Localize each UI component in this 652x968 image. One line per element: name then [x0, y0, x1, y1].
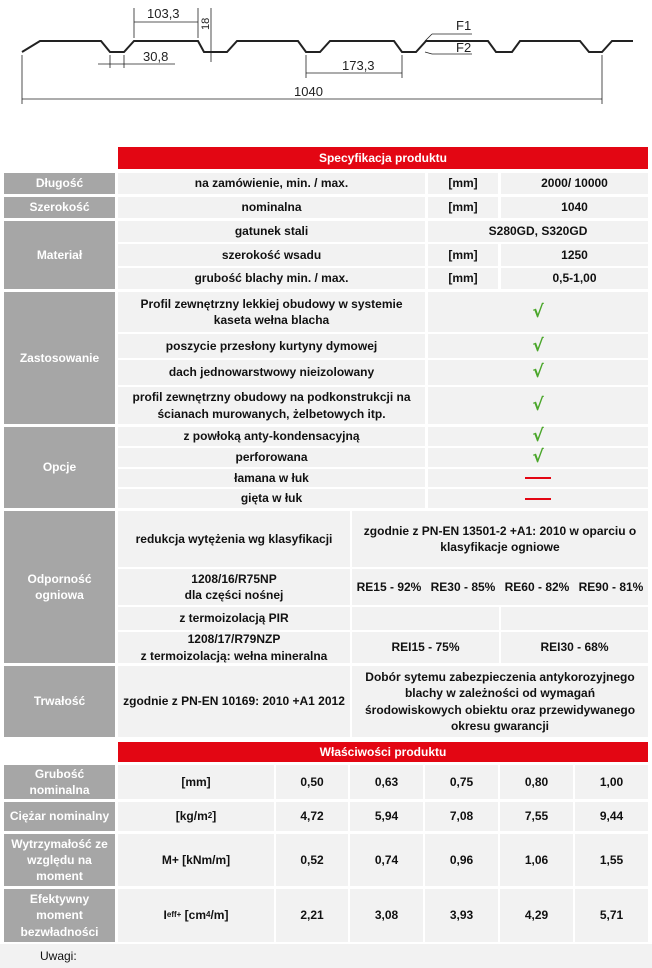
unit-sup: 4: [206, 910, 211, 920]
width-desc: nominalna: [118, 197, 425, 218]
application-row-desc: Profil zewnętrzny lekkiej obudowy w systemie kaseta wełna blacha: [118, 292, 425, 332]
face-1-label: F1: [456, 18, 472, 33]
props-inertia-value: 2,21: [276, 889, 348, 942]
props-inertia-value: 4,29: [500, 889, 573, 942]
length-unit: [mm]: [428, 173, 498, 194]
durability-desc: zgodnie z PN-EN 10169: 2010 +A1 2012: [118, 666, 350, 737]
application-row-desc: poszycie przesłony kurtyny dymowej: [118, 334, 425, 358]
props-weight-value: 4,72: [276, 802, 348, 831]
unit-sup: +: [176, 910, 182, 920]
unit-text: [cm: [181, 908, 207, 923]
option-row-desc: gięta w łuk: [118, 489, 425, 508]
material-thickness-unit: [mm]: [428, 268, 498, 289]
check-icon: √: [428, 360, 648, 385]
fire-r75-desc: [118, 569, 350, 605]
fire-label: Odporność ogniowa: [4, 511, 115, 663]
unit-sub: eff: [166, 910, 177, 920]
props-moment-unit: M+ [kNm/m]: [118, 834, 274, 886]
check-icon: √: [428, 292, 648, 332]
props-thickness-value: 0,50: [276, 765, 348, 799]
props-weight-value: 9,44: [575, 802, 648, 831]
option-row-desc: z powłoką anty-kondensacyjną: [118, 427, 425, 446]
material-thickness-desc: grubość blachy min. / max.: [118, 268, 425, 289]
props-inertia-unit: [118, 889, 274, 942]
unit-text: /m]: [210, 908, 229, 923]
length-value: 2000/ 10000: [501, 173, 648, 194]
props-thickness-unit: [mm]: [118, 765, 274, 799]
props-thickness-label: Grubość nominalna: [4, 765, 115, 799]
spec-header: Specyfikacja produktu: [118, 147, 648, 169]
props-weight-label: Ciężar nominalny: [4, 802, 115, 831]
width-unit: [mm]: [428, 197, 498, 218]
fire-pir-empty: [501, 607, 648, 630]
props-thickness-value: 0,80: [500, 765, 573, 799]
dash-icon: [428, 469, 648, 487]
check-icon: √: [428, 334, 648, 358]
unit-text: I: [163, 908, 167, 923]
fire-reduction-value: zgodnie z PN-EN 13501-2 +A1: 2010 w oparciu o klasyfikacje ogniowe: [352, 511, 648, 567]
option-row-desc: perforowana: [118, 448, 425, 467]
fire-pir-empty: [352, 607, 499, 630]
dash-icon: [428, 489, 648, 508]
fire-r75-code: 1208/16/R75NP: [191, 571, 277, 586]
material-coil-unit: [mm]: [428, 244, 498, 266]
options-label: Opcje: [4, 427, 115, 508]
application-row-desc: dach jednowarstwowy nieizolowany: [118, 360, 425, 385]
props-moment-value: 1,06: [500, 834, 573, 886]
dim-valley: 173,3: [342, 58, 375, 73]
fire-r75-value: RE90 - 81%: [574, 569, 648, 605]
fire-r79-note: z termoizolacją: wełna mineralna: [140, 648, 328, 663]
props-weight-unit: [118, 802, 274, 831]
dim-top-pitch: 103,3: [147, 6, 180, 21]
face-2-label: F2: [456, 40, 472, 55]
props-thickness-value: 0,63: [350, 765, 423, 799]
notes-label: Uwagi:: [0, 944, 652, 968]
props-weight-value: 7,55: [500, 802, 573, 831]
props-moment-value: 1,55: [575, 834, 648, 886]
fire-reduction-desc: redukcja wytężenia wg klasyfikacji: [118, 511, 350, 567]
dim-width: 1040: [294, 84, 323, 99]
props-header: Właściwości produktu: [118, 742, 648, 762]
material-coil-desc: szerokość wsadu: [118, 244, 425, 266]
dim-rib: 30,8: [143, 49, 169, 64]
fire-r79-code: 1208/17/R79NZP: [187, 632, 281, 647]
fire-pir-desc: z termoizolacją PIR: [118, 607, 350, 630]
length-label: Długość: [4, 173, 115, 194]
props-moment-label: Wytrzymałość ze względu na moment: [4, 834, 115, 886]
profile-drawing: [0, 0, 652, 120]
props-thickness-value: 0,75: [425, 765, 498, 799]
fire-r75-value: RE60 - 82%: [500, 569, 574, 605]
check-icon: √: [428, 427, 648, 446]
props-moment-value: 0,52: [276, 834, 348, 886]
props-weight-value: 7,08: [425, 802, 498, 831]
props-inertia-value: 5,71: [575, 889, 648, 942]
props-moment-value: 0,74: [350, 834, 423, 886]
option-row-desc: łamana w łuk: [118, 469, 425, 487]
application-label: Zastosowanie: [4, 292, 115, 424]
props-inertia-label: Efektywny moment bezwładności: [4, 889, 115, 942]
material-label: Materiał: [4, 221, 115, 289]
fire-r79-desc: [118, 632, 350, 663]
dim-height: 18: [200, 17, 212, 30]
props-weight-value: 5,94: [350, 802, 423, 831]
props-inertia-value: 3,93: [425, 889, 498, 942]
material-grade-value: S280GD, S320GD: [428, 221, 648, 242]
fire-r75-note: dla części nośnej: [184, 588, 284, 602]
width-label: Szerokość: [4, 197, 115, 218]
fire-r75-value: RE15 - 92%: [352, 569, 426, 605]
material-grade-desc: gatunek stali: [118, 221, 425, 242]
fire-r79-value: REI15 - 75%: [352, 632, 499, 663]
material-coil-value: 1250: [501, 244, 648, 266]
unit-text: ]: [212, 809, 217, 824]
props-thickness-value: 1,00: [575, 765, 648, 799]
application-row-desc: profil zewnętrzny obudowy na podkonstrukcji na ścianach murowanych, żelbetowych itp.: [118, 387, 425, 424]
durability-label: Trwałość: [4, 666, 115, 737]
check-icon: √: [428, 448, 648, 467]
material-thickness-value: 0,5-1,00: [501, 268, 648, 289]
width-value: 1040: [501, 197, 648, 218]
unit-text: [kg/m: [175, 809, 208, 824]
durability-value: Dobór sytemu zabezpieczenia antykorozyjnego blachy w zależności od wymagań środowiskowych obiektu oraz przewidywanego okresu gwarancji: [352, 666, 648, 737]
fire-r79-value: REI30 - 68%: [501, 632, 648, 663]
length-desc: na zamówienie, min. / max.: [118, 173, 425, 194]
props-inertia-value: 3,08: [350, 889, 423, 942]
fire-r75-value: RE30 - 85%: [426, 569, 500, 605]
profile-outline: [22, 41, 633, 52]
props-moment-value: 0,96: [425, 834, 498, 886]
check-icon: √: [428, 387, 648, 424]
unit-sup: 2: [207, 811, 213, 821]
